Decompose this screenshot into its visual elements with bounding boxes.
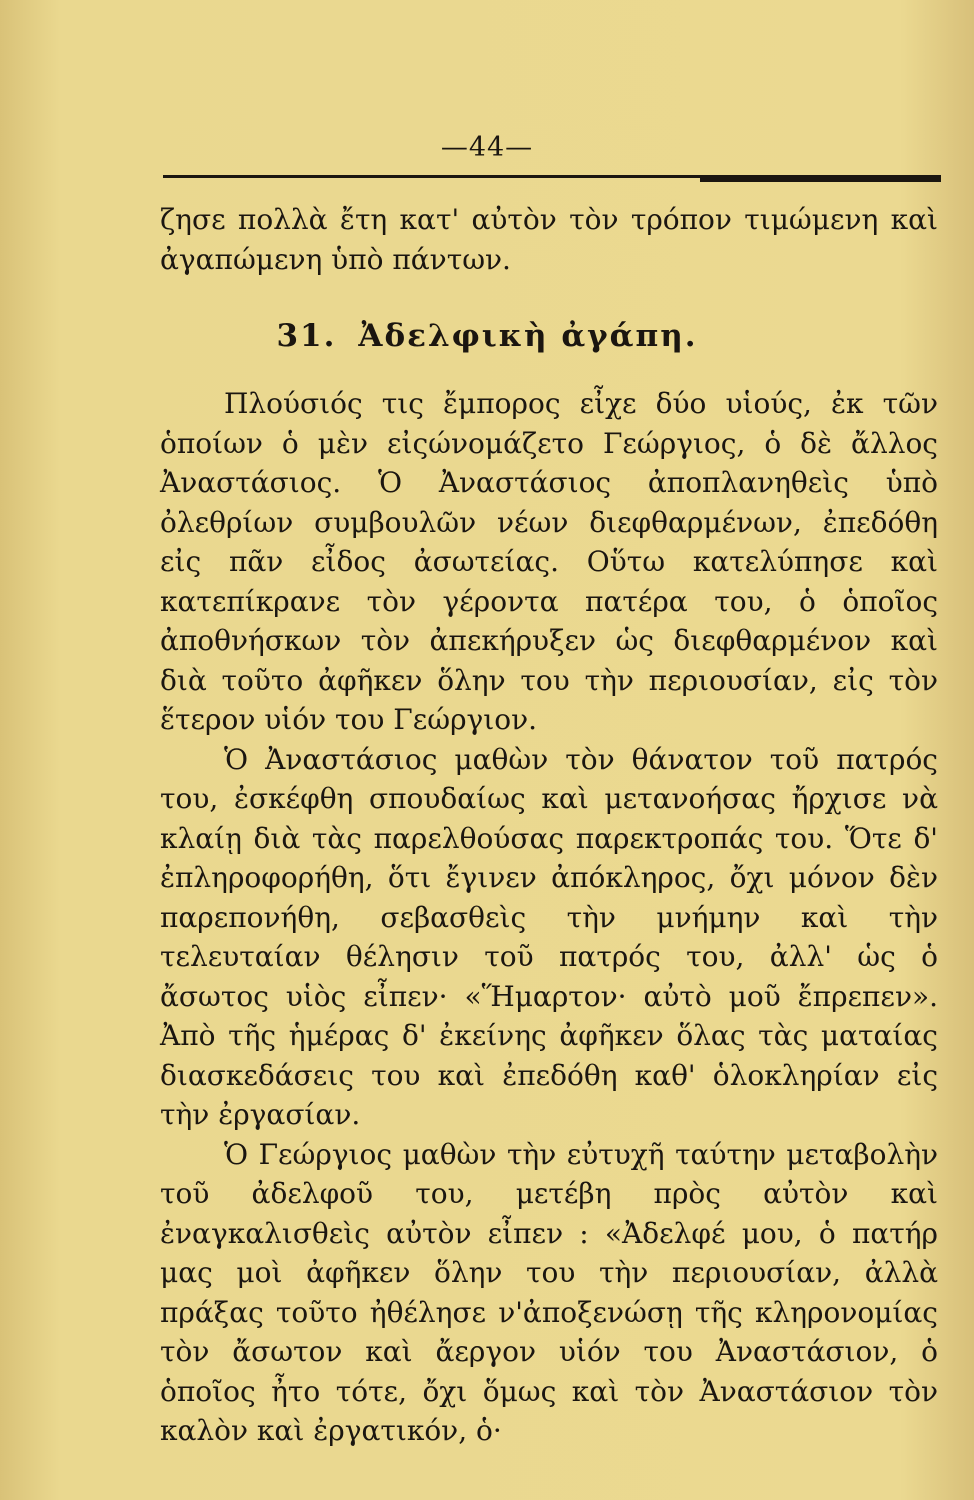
page-number: —44— [440,132,534,163]
section-title: Ἀδελφικὴ ἀγάπη. [358,318,698,354]
section-number: 31. [276,318,337,354]
section-body [160,384,938,1451]
section-heading [0,318,974,354]
paragraph-3: Ὁ Γεώργιος μαθὼν τὴν εὐτυχῆ ταύτην μεταβολὴν τοῦ ἀδελφοῦ του, μετέβη πρὸς αὐτὸν καὶ ἐναγκαλισθεὶς αὐτὸν εἶπεν : «Ἀδελφέ μου, ὁ πατήρ μας μοὶ ἀφῆκεν ὅλην του τὴν περιουσίαν, ἀλλὰ πράξας τοῦτο ἠθέλησε ν'ἀποξενώσῃ τῆς κληρονομίας τὸν ἄσωτον καὶ ἄεργον υἱόν του Ἀναστάσιον, ὁ ὁποῖος ἦτο τότε, ὄχι ὅμως καὶ τὸν Ἀναστάσιον τὸν καλὸν καὶ ἐργατικόν, ὁ· [160,1137,938,1447]
paragraph-1: Πλούσιός τις ἔμπορος εἶχε δύο υἱούς, ἐκ τῶν ὁποίων ὁ μὲν εἰςώνομάζετο Γεώργιος, ὁ δὲ ἄλλος Ἀναστάσιος. Ὁ Ἀναστάσιος ἀποπλανηθεὶς ὑπὸ ὀλεθρίων συμβουλῶν νέων διεφθαρμένων, ἐπεδόθη εἰς πᾶν εἶδος ἀσωτείας. Οὕτω κατελύπησε καὶ κατεπίκρανε τὸν γέροντα πατέρα του, ὁ ὁποῖος ἀποθνήσκων τὸν ἀπεκήρυξεν ὡς διεφθαρμένον καὶ διὰ τοῦτο ἀφῆκεν ὅλην του τὴν περιουσίαν, εἰς τὸν ἕτερον υἱόν του Γεώργιον. [160,387,938,736]
continuation-text: ζησε πολλὰ ἔτη κατ' αὐτὸν τὸν τρόπον τιμώμενη καὶ ἀγαπώμενη ὑπὸ πάντων. [160,203,938,276]
header-rule-thick [700,177,941,182]
paragraph-2: Ὁ Ἀναστάσιος μαθὼν τὸν θάνατον τοῦ πατρός του, ἐσκέφθη σπουδαίως καὶ μετανοήσας ἤρχισε νὰ κλαίῃ διὰ τὰς παρελθούσας παρεκτροπάς του. Ὅτε δ' ἐπληροφορήθη, ὅτι ἔγινεν ἀπόκληρος, ὄχι μόνον δὲν παρεπονήθη, σεβασθεὶς τὴν μνήμην καὶ τὴν τελευταίαν θέλησιν τοῦ πατρός του, ἀλλ' ὡς ὁ ἄσωτος υἱὸς εἶπεν· «Ἥμαρτον· αὐτὸ μοῦ ἔπρεπεν». Ἀπὸ τῆς ἡμέρας δ' ἐκείνης ἀφῆκεν ὅλας τὰς ματαίας διασκεδάσεις του καὶ ἐπεδόθη καθ' ὁλοκληρίαν εἰς τὴν ἐργασίαν. [160,742,938,1131]
